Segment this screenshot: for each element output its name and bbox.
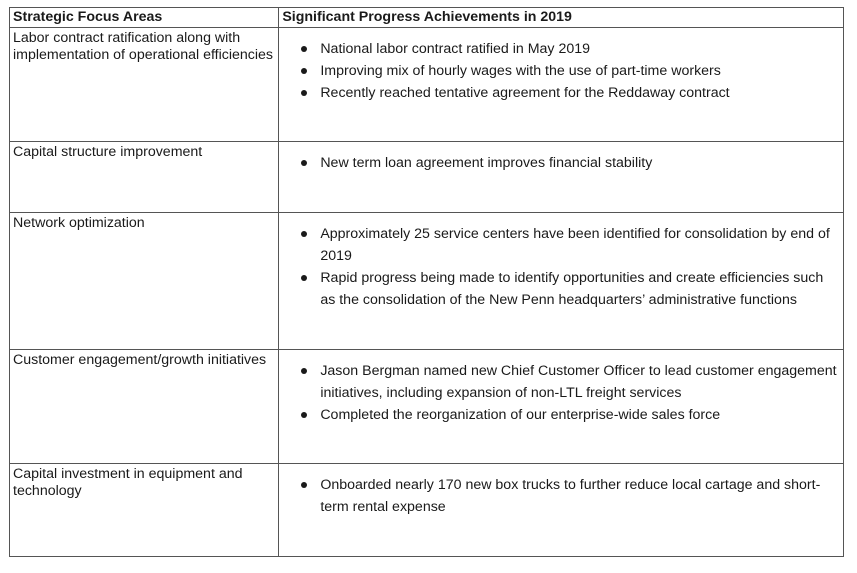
achievement-item xyxy=(279,474,837,518)
bullet-icon xyxy=(301,482,307,488)
achievement-item xyxy=(279,360,837,404)
table-row xyxy=(10,464,844,557)
table-header-row xyxy=(10,8,844,28)
table-row xyxy=(10,350,844,464)
bullet-icon xyxy=(301,368,307,374)
achievement-list xyxy=(279,223,837,311)
achievements-cell xyxy=(279,464,844,557)
focus-area-labor-contract: Labor contract ratification along with implementation of operational efficiencies xyxy=(10,28,279,142)
bullet-icon xyxy=(301,68,307,74)
achievement-item xyxy=(279,82,837,104)
achievement-list xyxy=(279,38,837,104)
bullet-icon xyxy=(301,160,307,166)
achievement-text: Rapid progress being made to identify opportunities and create efficiencies such as the consolidation of the New Penn headquarters’ administrative functions xyxy=(320,270,824,308)
table-row xyxy=(10,28,844,142)
achievement-text: National labor contract ratified in May 2019 xyxy=(320,41,591,57)
table-row xyxy=(10,142,844,213)
achievements-cell xyxy=(279,213,844,350)
focus-area-capital-structure: Capital structure improvement xyxy=(10,142,279,213)
achievement-item xyxy=(279,152,837,174)
achievement-text: Approximately 25 service centers have been identified for consolidation by end of 2019 xyxy=(320,226,830,264)
bullet-icon xyxy=(301,275,307,281)
achievement-text: Recently reached tentative agreement for the Reddaway contract xyxy=(320,85,730,101)
focus-area-network-optimization: Network optimization xyxy=(10,213,279,350)
achievements-cell xyxy=(279,28,844,142)
header-progress-achievements: Significant Progress Achievements in 2019 xyxy=(279,8,844,28)
achievement-list xyxy=(279,360,837,426)
focus-area-customer-engagement: Customer engagement/growth initiatives xyxy=(10,350,279,464)
achievement-text: Improving mix of hourly wages with the use of part-time workers xyxy=(320,63,721,79)
achievement-item xyxy=(279,267,837,311)
achievement-list xyxy=(279,152,837,174)
achievement-text: Completed the reorganization of our enterprise-wide sales force xyxy=(320,407,721,423)
achievement-item xyxy=(279,404,837,426)
achievements-cell xyxy=(279,350,844,464)
achievement-item xyxy=(279,60,837,82)
focus-area-capital-investment: Capital investment in equipment and technology xyxy=(10,464,279,557)
bullet-icon xyxy=(301,90,307,96)
achievement-text: Onboarded nearly 170 new box trucks to further reduce local cartage and short-term rental expense xyxy=(320,477,821,515)
bullet-icon xyxy=(301,412,307,418)
strategic-progress-table xyxy=(9,7,844,557)
achievements-cell xyxy=(279,142,844,213)
achievement-text: New term loan agreement improves financial stability xyxy=(320,155,653,171)
achievement-text: Jason Bergman named new Chief Customer Officer to lead customer engagement initiatives, including expansion of non-LTL freight services xyxy=(320,363,837,401)
achievement-list xyxy=(279,474,837,518)
achievement-item xyxy=(279,38,837,60)
header-strategic-focus-areas: Strategic Focus Areas xyxy=(10,8,279,28)
bullet-icon xyxy=(301,46,307,52)
bullet-icon xyxy=(301,231,307,237)
table-row xyxy=(10,213,844,350)
achievement-item xyxy=(279,223,837,267)
